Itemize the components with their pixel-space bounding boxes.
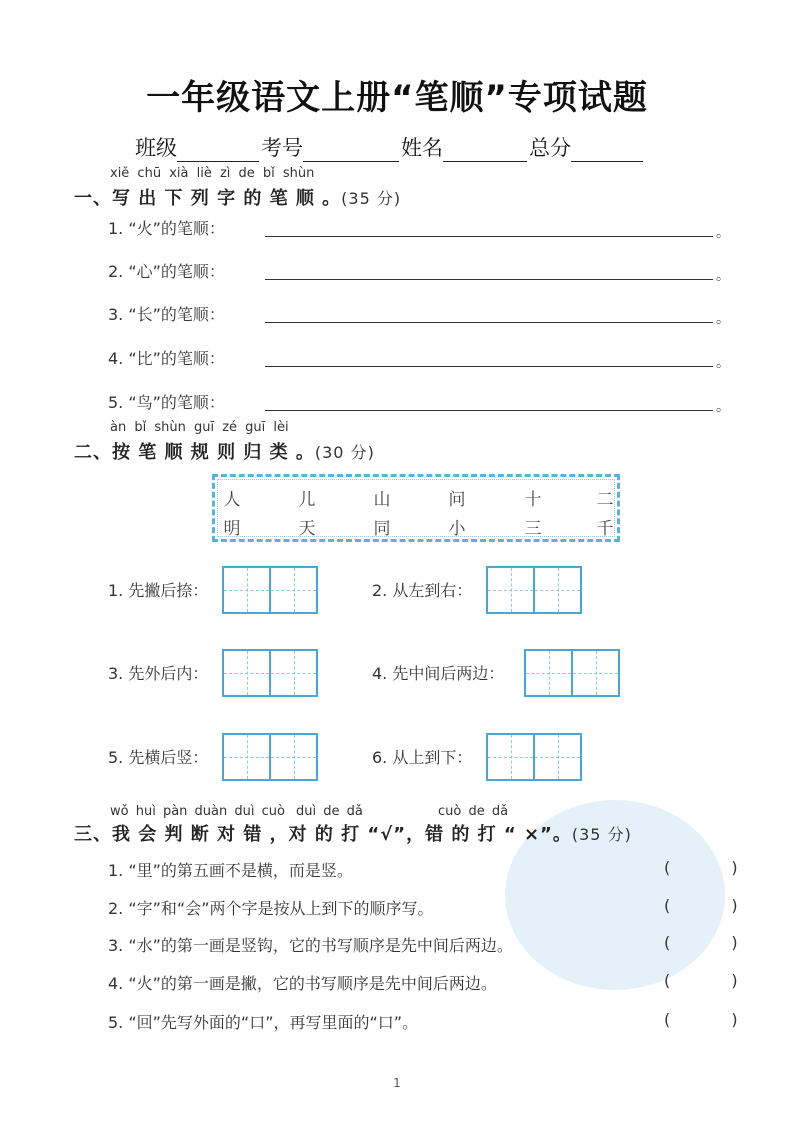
writing-cell[interactable] xyxy=(271,568,316,612)
student-info-row xyxy=(135,132,645,162)
category-3-label: 3. 先外后内： xyxy=(108,664,209,683)
section1-item-2-label: 2. “心”的笔顺： xyxy=(108,262,225,281)
writing-cell[interactable] xyxy=(535,568,580,612)
section3-heading-text: 三、我 会 判 断 对 错 ，对 的 打 “√”，错 的 打 “ ×”。 xyxy=(74,824,572,845)
exam-no-label: 考号 xyxy=(261,136,303,160)
name-label: 姓名 xyxy=(401,136,443,160)
section2-points: (30 分) xyxy=(314,443,375,462)
section2-heading-text: 二、按 笔 顺 规 则 归 类 。 xyxy=(74,442,315,463)
section3-pinyin-c: cuò de dǎ xyxy=(438,804,509,819)
section3-item-2: 2. “字”和“会”两个字是按从上到下的顺序写。 xyxy=(108,899,434,918)
char-bank-item: 十 xyxy=(524,490,542,510)
writing-cell[interactable] xyxy=(573,651,618,695)
section2-heading xyxy=(74,438,375,464)
category-6-writing-grid[interactable] xyxy=(486,733,582,781)
char-bank-item: 小 xyxy=(448,519,466,539)
category-5-label: 5. 先横后竖： xyxy=(108,748,209,767)
char-bank-item: 二 xyxy=(596,490,614,510)
section1-heading-text: 一、写 出 下 列 字 的 笔 顺 。 xyxy=(74,188,342,209)
writing-cell[interactable] xyxy=(224,735,271,779)
section3-heading xyxy=(74,820,632,846)
section1-item-4-label: 4. “比”的笔顺： xyxy=(108,349,225,368)
category-5-writing-grid[interactable] xyxy=(222,733,318,781)
section1-points: (35 分) xyxy=(341,189,402,208)
page-number: 1 xyxy=(393,1076,401,1090)
section1-item-3-period: 。 xyxy=(716,311,730,327)
page-title: 一年级语文上册“笔顺”专项试题 xyxy=(146,78,648,118)
section1-pinyin: xiě chū xià liè zì de bǐ shùn xyxy=(110,166,315,181)
char-bank-item: 千 xyxy=(596,519,614,539)
writing-cell[interactable] xyxy=(488,735,535,779)
writing-cell[interactable] xyxy=(271,651,316,695)
section1-item-1-answer-line[interactable] xyxy=(265,236,713,237)
section3-points: (35 分) xyxy=(571,825,632,844)
section3-item-2-answer-parens[interactable]: ( ) xyxy=(664,896,766,915)
char-bank-item: 同 xyxy=(373,519,391,539)
category-2-label: 2. 从左到右： xyxy=(372,581,473,600)
char-bank-item: 三 xyxy=(524,519,542,539)
char-bank-item: 明 xyxy=(223,519,241,539)
name-blank[interactable] xyxy=(443,139,527,162)
section2-pinyin: àn bǐ shùn guī zé guī lèi xyxy=(110,420,289,435)
char-bank-item: 人 xyxy=(223,490,241,510)
writing-cell[interactable] xyxy=(224,651,271,695)
category-6-label: 6. 从上到下： xyxy=(372,748,473,767)
writing-cell[interactable] xyxy=(224,568,271,612)
section1-item-1-period: 。 xyxy=(716,225,730,241)
section1-item-3-label: 3. “长”的笔顺： xyxy=(108,305,225,324)
section3-pinyin-b: duì de dǎ xyxy=(296,804,363,819)
section3-item-1: 1. “里”的第五画不是横，而是竖。 xyxy=(108,861,353,880)
writing-cell[interactable] xyxy=(488,568,535,612)
section3-item-5: 5. “回”先写外面的“口”，再写里面的“口”。 xyxy=(108,1013,419,1032)
section1-item-2-answer-line[interactable] xyxy=(265,279,713,280)
category-3-writing-grid[interactable] xyxy=(222,649,318,697)
score-label: 总分 xyxy=(529,136,571,160)
section1-item-4-period: 。 xyxy=(716,355,730,371)
char-bank-item: 儿 xyxy=(298,490,316,510)
section3-item-4-answer-parens[interactable]: ( ) xyxy=(664,971,766,990)
class-label: 班级 xyxy=(135,136,177,160)
writing-cell[interactable] xyxy=(271,735,316,779)
section1-item-2-period: 。 xyxy=(716,268,730,284)
section1-item-3-answer-line[interactable] xyxy=(265,322,713,323)
section3-item-3: 3. “水”的第一画是竖钩，它的书写顺序是先中间后两边。 xyxy=(108,936,513,955)
char-bank-item: 问 xyxy=(448,490,466,510)
category-1-label: 1. 先撇后捺： xyxy=(108,581,209,600)
category-1-writing-grid[interactable] xyxy=(222,566,318,614)
category-4-label: 4. 先中间后两边： xyxy=(372,664,505,683)
section3-item-4: 4. “火”的第一画是撇，它的书写顺序是先中间后两边。 xyxy=(108,974,497,993)
section1-item-5-label: 5. “鸟”的笔顺： xyxy=(108,393,225,412)
section1-item-4-answer-line[interactable] xyxy=(265,366,713,367)
section3-item-5-answer-parens[interactable]: ( ) xyxy=(664,1010,766,1029)
category-2-writing-grid[interactable] xyxy=(486,566,582,614)
writing-cell[interactable] xyxy=(526,651,573,695)
section1-heading xyxy=(74,184,401,210)
score-blank[interactable] xyxy=(571,139,643,162)
section3-item-3-answer-parens[interactable]: ( ) xyxy=(664,933,766,952)
character-bank-box xyxy=(212,474,620,542)
section3-item-1-answer-parens[interactable]: ( ) xyxy=(664,858,766,877)
class-blank[interactable] xyxy=(177,139,259,162)
section1-item-5-answer-line[interactable] xyxy=(265,410,713,411)
section3-pinyin-a: wǒ huì pàn duàn duì cuò xyxy=(110,804,285,819)
section1-item-5-period: 。 xyxy=(716,399,730,415)
category-4-writing-grid[interactable] xyxy=(524,649,620,697)
char-bank-item: 山 xyxy=(373,490,391,510)
char-bank-item: 天 xyxy=(298,519,316,539)
writing-cell[interactable] xyxy=(535,735,580,779)
exam-no-blank[interactable] xyxy=(303,139,399,162)
section1-item-1-label: 1. “火”的笔顺： xyxy=(108,219,225,238)
